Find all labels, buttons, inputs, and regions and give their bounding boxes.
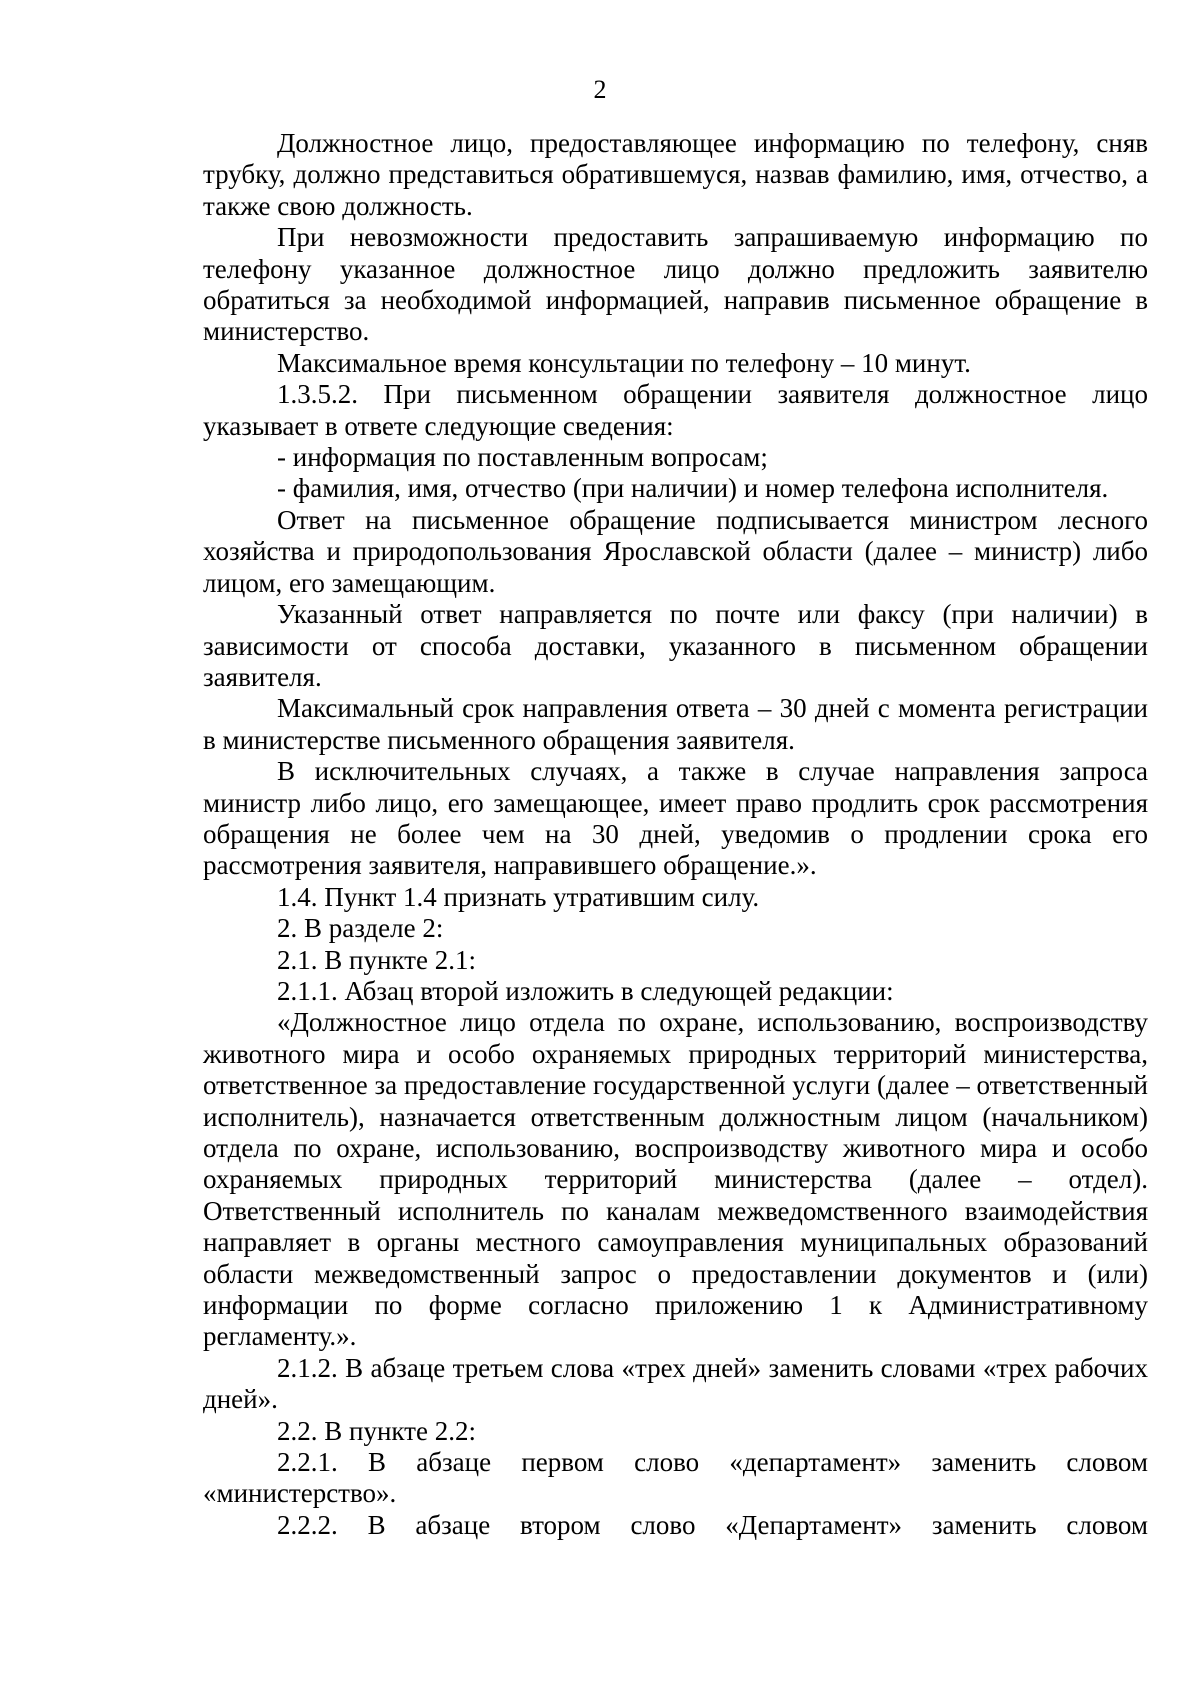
paragraph: Ответ на письменное обращение подписывается министром лесного хозяйства и природопользования Ярославской области (далее – министр) либо лицом, его замещающим. (203, 504, 1148, 598)
quoted-paragraph: «Должностное лицо отдела по охране, использованию, воспроизводству животного мира и особо охраняемых природных территорий министерства, ответственное за предоставление государственной услуги (далее – ответственный исполнитель), назначается ответственным должностным лицом (начальником) отдела по охране, использованию, воспроизводству животного мира и особо охраняемых природных территорий министерства (далее – отдел). Ответственный исполнитель по каналам межведомственного взаимодействия направляет в органы местного самоуправления муниципальных образований области межведомственный запрос о предоставлении документов и (или) информации по форме согласно приложению 1 к Административному регламенту.». (203, 1007, 1148, 1352)
list-item: - информация по поставленным вопросам; (277, 442, 768, 473)
paragraph: Максимальное время консультации по телефону – 10 минут. (277, 347, 971, 378)
paragraph: При невозможности предоставить запрашиваемую информацию по телефону указанное должностное лицо должно предложить заявителю обратиться за необходимой информацией, направив письменное обращение в министерство. (203, 222, 1148, 347)
document-body (203, 128, 1148, 1541)
paragraph: Указанный ответ направляется по почте или факсу (при наличии) в зависимости от способа доставки, указанного в письменном обращении заявителя. (203, 599, 1148, 692)
page-number: 2 (593, 75, 607, 104)
paragraph: 2.1.1. Абзац второй изложить в следующей редакции: (277, 975, 894, 1006)
paragraph: В исключительных случаях, а также в случае направления запроса министр либо лицо, его замещающее, имеет право продлить срок рассмотрения обращения не более чем на 30 дней, уведомив о продлении срока его рассмотрения заявителя, направившего обращение.». (203, 756, 1148, 881)
paragraph: 2.2.1. В абзаце первом слово «департамент» заменить словом «министерство». (203, 1447, 1148, 1509)
paragraph: 1.4. Пункт 1.4 признать утратившим силу. (277, 881, 760, 912)
paragraph: 2.2. В пункте 2.2: (277, 1415, 476, 1446)
list-item: - фамилия, имя, отчество (при наличии) и номер телефона исполнителя. (277, 473, 1109, 504)
paragraph: Максимальный срок направления ответа – 30 дней с момента регистрации в министерстве письменного обращения заявителя. (203, 693, 1148, 755)
section-heading: 2. В разделе 2: (277, 913, 444, 944)
paragraph: 2.1. В пункте 2.1: (277, 944, 476, 975)
paragraph: Должностное лицо, предоставляющее информацию по телефону, сняв трубку, должно представиться обратившемуся, назвав фамилию, имя, отчество, а также свою должность. (203, 128, 1148, 221)
paragraph: 2.1.2. В абзаце третьем слова «трех дней» заменить словами «трех рабочих дней». (203, 1352, 1148, 1415)
paragraph: 2.2.2. В абзаце втором слово «Департамент» заменить словом (277, 1509, 1148, 1540)
paragraph: 1.3.5.2. При письменном обращении заявителя должностное лицо указывает в ответе следующие сведения: (203, 379, 1148, 441)
